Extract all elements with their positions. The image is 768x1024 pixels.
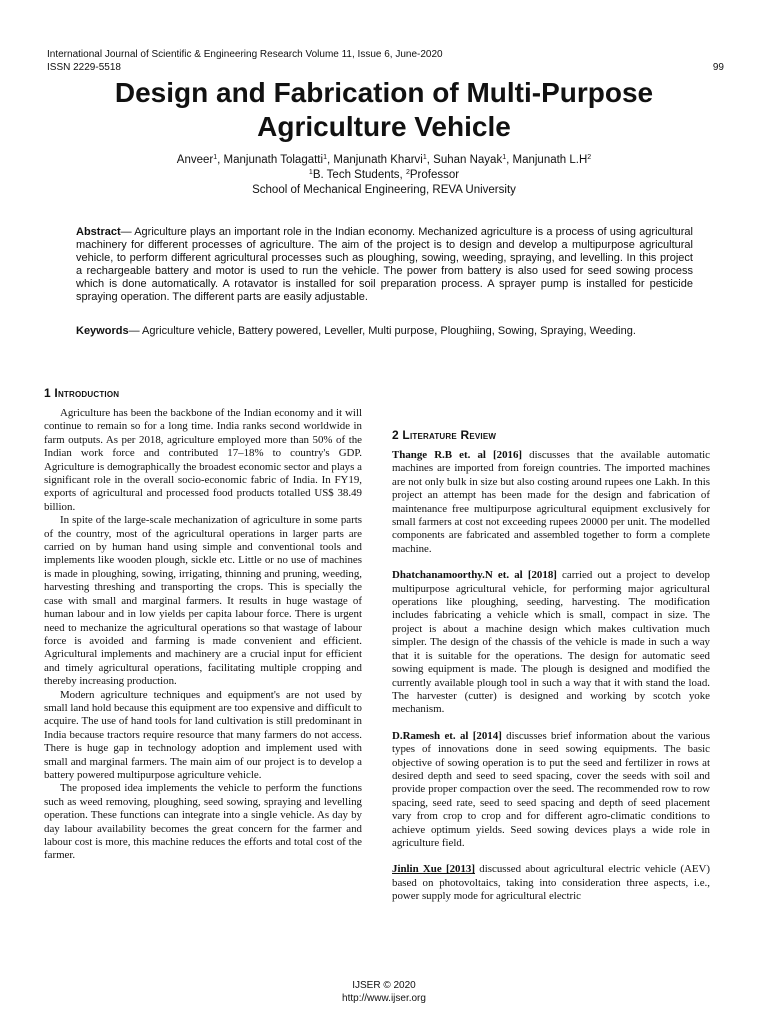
author-sup: 1 xyxy=(213,154,218,161)
affiliation-students: B. Tech Students, xyxy=(312,169,406,181)
literature-entry xyxy=(392,449,710,556)
abstract-label: Abstract xyxy=(76,226,121,238)
footer-copyright: IJSER © 2020 xyxy=(352,980,416,991)
literature-text: discusses brief information about the various types of innovations done in seed sowing equipments. The basic objective of sowing operation is to put the seed and fertilizer in rows at desired depth and seed to seed spacing, cover the seeds with soil and provide proper compaction over the seed. The recommended row to row spacing, seed rate, seed to seed spacing and depth of seed placement vary from crop to crop and for different agro-climatic conditions to achieve optimum yields. Seed sowing devices plays a wide role in agriculture field. xyxy=(392,729,710,849)
affiliation-professor: Professor xyxy=(409,169,460,181)
intro-paragraph: Agriculture has been the backbone of the Indian economy and it will continue to remain so for a long time. India ranks second worldwide in farm outputs. As per 2018, agriculture employed more than 50% of the Indian work force and contributed 17–18% to country's GDP. Agriculture is demographically the broadest economic sector and plays a significant role in the overall socio-economic fabric of India. In FY19, exports of agricultural and processed food products totalled US$ 38.49 billion. xyxy=(44,407,362,513)
author-sup: 1 xyxy=(323,154,327,161)
author: Manjunath Tolagatti xyxy=(223,154,324,166)
affil-sup: 1 xyxy=(308,169,313,176)
citation: Jinlin Xue [2013] xyxy=(392,863,476,876)
affil-sup: 2 xyxy=(405,169,410,176)
keywords-label: Keywords xyxy=(76,325,129,337)
literature-text: discusses that the available automatic machines are imported from foreign countries. The imported machines are not only bulk in size but also costing around rupees one Lakh. In this project an attempt has been made for the design and fabrication of maintenance free multipurpose agricultural equipment exclusively for small farmers at cost not exceeding rupees 20000 per unit. The modelled components are fabricated and assembled together to form a complete machine. xyxy=(392,449,710,555)
footer-url[interactable]: http://www.ijser.org xyxy=(342,993,426,1004)
abstract xyxy=(76,226,693,304)
keywords-text: — Agriculture vehicle, Battery powered, Leveller, Multi purpose, Ploughiing, Sowing, Spraying, Weeding. xyxy=(128,325,636,337)
author-sup: 2 xyxy=(587,154,592,161)
citation: D.Ramesh et. al [2014] xyxy=(392,729,502,742)
literature-text: discussed about agricultural electric vehicle (AEV) based on photovoltaics, taking into consideration three aspects, i.e., power supply mode for agricultural electric xyxy=(392,863,711,903)
right-column xyxy=(392,428,710,917)
keywords xyxy=(76,325,693,338)
author: Manjunath Kharvi xyxy=(333,154,423,166)
intro-paragraph: Modern agriculture techniques and equipment's are not used by small land hold because this equipment are too expensive and difficult to acquire. The use of hand tools for land cultivation is still predominant in India because tractors require resource that many farmers do not access. There is huge gap in technology adoption and implement used with small and marginal farmers. The main aim of our project is to develop a battery powered multipurpose agriculture vehicle. xyxy=(44,688,362,781)
issn: ISSN 2229-5518 xyxy=(47,62,121,73)
abstract-text: — Agriculture plays an important role in the Indian economy. Mechanized agriculture is a process of using agricultural machinery for different processes of agriculture. The aim of the project is to design and develop a multipurpose agricultural vehicle, to perform different agricultural processes such as ploughing, sowing, weeding, spraying, and levelling. In this project a rechargeable battery and motor is used to run the vehicle. The power from battery is also used for seed sowing process which is done automatically. A rotavator is installed for soil preparation process. A sprayer pump is installed for pesticide spraying operation. The different parts are easily adjustable. xyxy=(76,226,693,303)
literature-entry xyxy=(392,863,710,903)
page-number: 99 xyxy=(712,62,724,73)
intro-paragraph: The proposed idea implements the vehicle to perform the functions such as weed removing, ploughing, seed sowing, spraying and levelling operation. These functions can integrate into a single vehicle. As day by day labour availability becomes the great concern for the farmer and labour cost is more, this machine reduces the efforts and total cost of the farmer. xyxy=(44,782,362,862)
section-heading-literature-review: 2 Literature Review xyxy=(392,428,497,442)
citation: Thange R.B et. al [2016] xyxy=(392,449,523,461)
section-heading-introduction: 1 Introduction xyxy=(44,386,120,400)
author-list: Anveer$^1$, Manjunath Tolagatti$^1$, Manjunath Kharvi$^1$, Suhan Nayak$^1$, Manjunath $L.H^2$ xyxy=(176,154,592,166)
author-sup: 1 xyxy=(502,154,507,161)
citation: Dhatchanamoorthy.N et. al [2018] xyxy=(392,569,557,582)
author-sup: 1 xyxy=(422,154,427,161)
intro-paragraph: In spite of the large-scale mechanization of agriculture in some parts of the country, most of the agricultural operations in larger parts are carried on by human hand using simple and conventional tools and implements like wooden plough, sickle etc. Little or no use of machines is made in ploughing, sowing, irrigating, thinning and pruning, weeding, harvesting threshing and transporting the crops. This is specially the case with small and marginal farmers. It results in huge wastage of human labour and in low yields per capita labour force. There is urgent need to mechanize the agricultural operations so that wastage of labour force is avoided and farming is made convenient and efficient. Agricultural implements and machinery are a crucial input for efficient and timely agricultural operations, facilitating multiple cropping and thereby increasing production. xyxy=(44,514,362,688)
literature-entry xyxy=(392,730,710,851)
literature-entry xyxy=(392,569,710,716)
author: Anveer xyxy=(176,154,214,166)
school: School of Mechanical Engineering, REVA University xyxy=(252,184,516,196)
author: Manjunath L.H xyxy=(512,154,588,166)
paper-title: Design and Fabrication of Multi-Purpose Agriculture Vehicle xyxy=(114,77,654,142)
affiliation xyxy=(40,168,728,182)
literature-text: carried out a project to develop multipurpose agricultural vehicle, for performing major agricultural operations like ploughing, seeding, harvesting. The modification includes fabricating a vehicle which is small, compact in size. The project is about a machine design which makes cultivation much simpler. The design of the chassis of the vehicle is made in such a way that it is suitable for the operations. The design for automatic seed sowing equipment is made. The plough is designed and modified the currently available plough tool in such a way that it with stand the load. The harvester (cutter) is designed and working by scotch yoke mechanism. xyxy=(392,569,710,716)
left-column xyxy=(44,386,362,863)
author: Suhan Nayak xyxy=(433,154,503,166)
journal-header: International Journal of Scientific & Engineering Research Volume 11, Issue 6, June-2020 xyxy=(47,49,443,60)
